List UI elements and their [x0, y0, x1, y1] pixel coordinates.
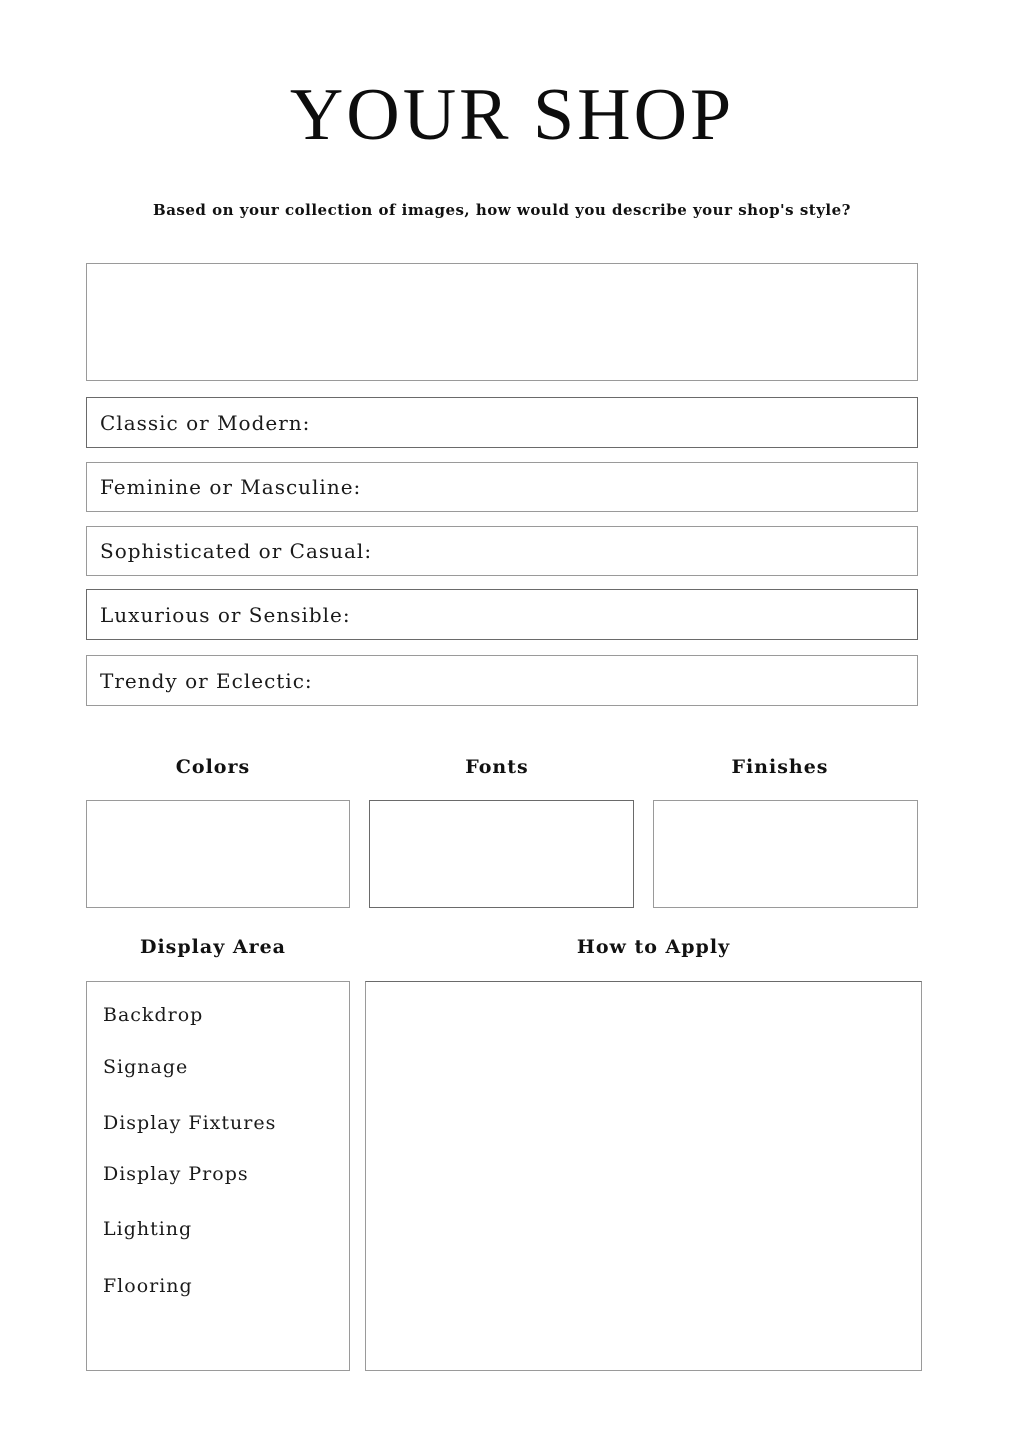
colors-heading: Colors: [175, 756, 251, 778]
page-title: YOUR SHOP: [289, 74, 735, 156]
display-item-display-fixtures: Display Fixtures: [103, 1112, 277, 1134]
field-label: Feminine or Masculine:: [100, 475, 362, 499]
display-item-lighting: Lighting: [103, 1218, 193, 1240]
display-area-box[interactable]: [86, 981, 350, 1371]
finishes-heading: Finishes: [731, 756, 829, 778]
field-classic-or-modern[interactable]: [86, 397, 918, 448]
how-to-apply-box[interactable]: [365, 981, 922, 1371]
field-label: Trendy or Eclectic:: [100, 668, 313, 693]
display-item-flooring: Flooring: [103, 1275, 193, 1297]
field-luxurious-or-sensible[interactable]: [86, 589, 918, 640]
style-prompt: Based on your collection of images, how would you describe your shop's style?: [153, 201, 851, 219]
fonts-heading: Fonts: [465, 756, 529, 778]
fonts-box[interactable]: [369, 800, 634, 908]
field-sophisticated-or-casual[interactable]: [86, 526, 918, 576]
field-trendy-or-eclectic[interactable]: [86, 655, 918, 706]
finishes-box[interactable]: [653, 800, 918, 908]
field-label: Classic or Modern:: [100, 410, 311, 435]
field-label: Luxurious or Sensible:: [100, 602, 351, 627]
field-feminine-or-masculine[interactable]: [86, 462, 918, 512]
display-item-signage: Signage: [103, 1056, 189, 1078]
how-to-apply-heading: How to Apply: [576, 936, 731, 958]
display-item-backdrop: Backdrop: [103, 1004, 204, 1026]
display-area-heading: Display Area: [139, 936, 286, 958]
field-label: Sophisticated or Casual:: [100, 539, 373, 563]
display-item-display-props: Display Props: [103, 1163, 249, 1185]
style-description-box[interactable]: [86, 263, 918, 381]
colors-box[interactable]: [86, 800, 350, 908]
